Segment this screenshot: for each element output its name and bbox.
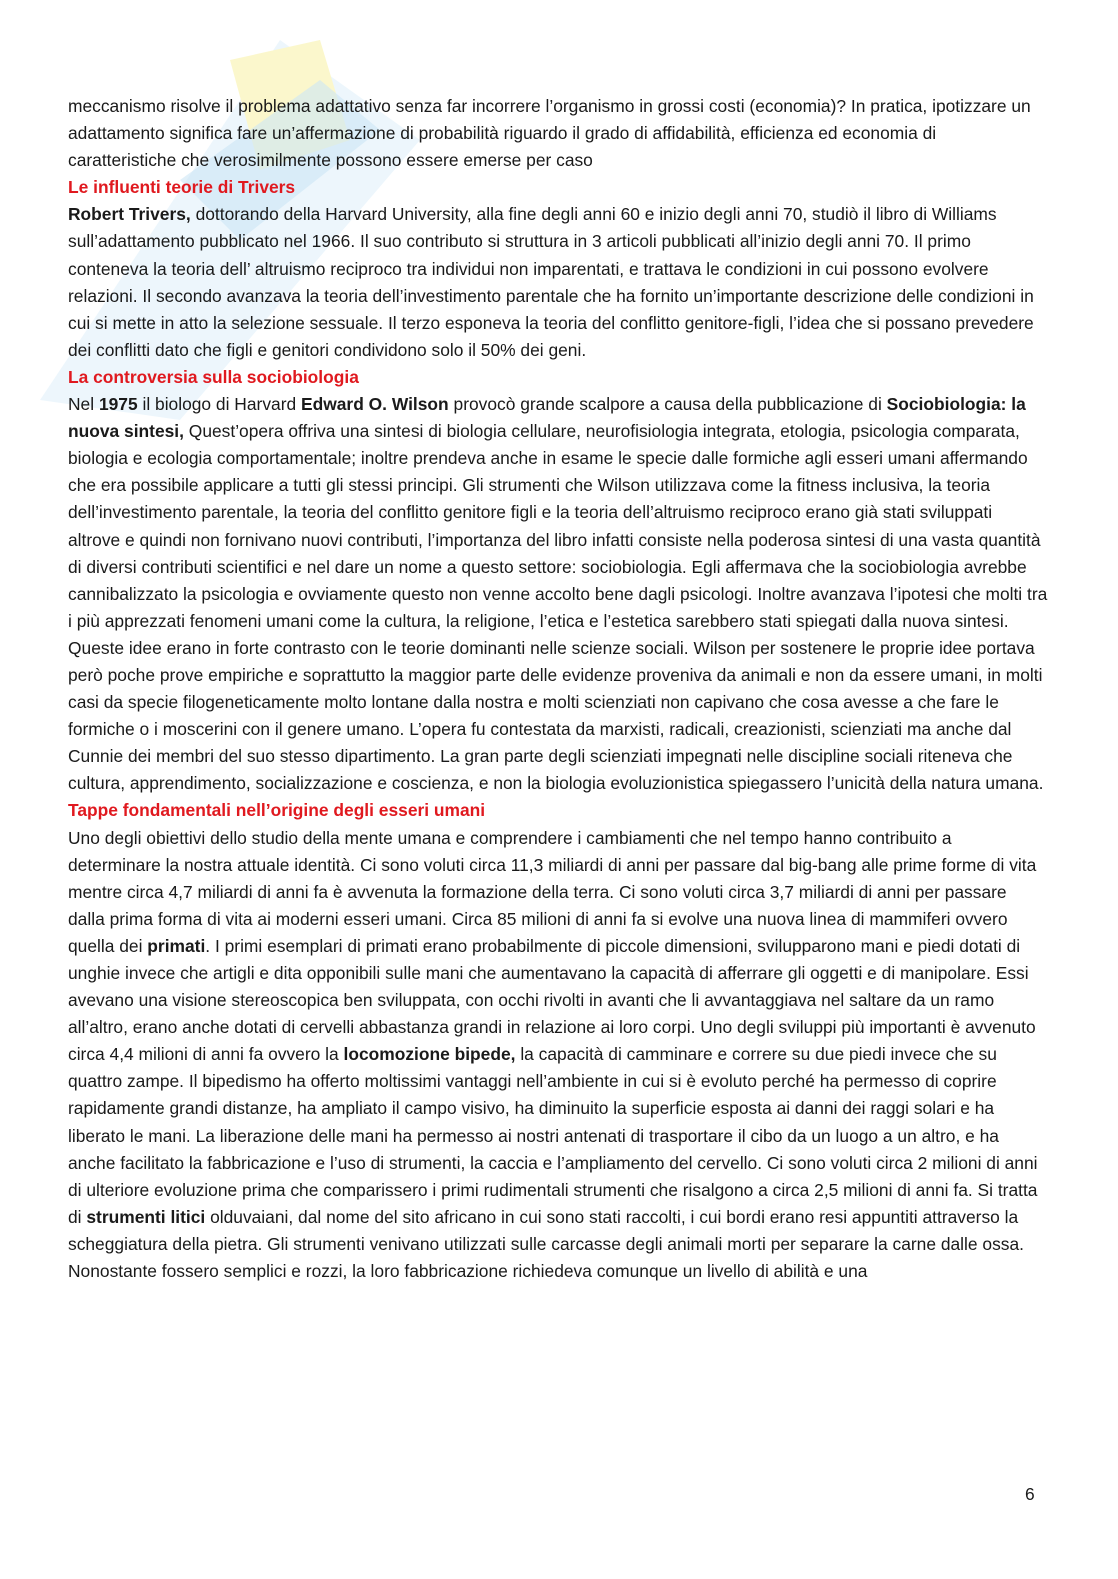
bold-primati: primati [147, 935, 206, 956]
text-span: Nel [68, 394, 99, 415]
page-number: 6 [1025, 1484, 1035, 1504]
text-span: Quest’opera offriva una sintesi di biologia cellulare, neurofisiologia integrata, etologia, psicologia comparata, biologia e ecologia comportamentale; inoltre prendeva anche in esame le specie dalle formiche agli esseri umani affermando che era possibile applicare a tutti gli stessi principi. Gli strumenti che Wilson utilizzava come la fitness inclusiva, la teoria dell’investimento parentale, la teoria del conflitto genitore figli e la teoria dell’altruismo reciproco erano già stati sviluppati altrove e quindi non fornivano nuovi contributi, l’importanza del libro infatti consiste nella poderosa sintesi di una vasta quantità di diversi contributi scientifici e nel dare un nome a questo settore: sociobiologia. Egli affermava che la sociobiologia avrebbe cannibalizzato la psicologia e ovviamente questo non venne accolto bene dagli psicologi. Inoltre avanzava l’ipotesi che molti tra i più apprezzati fenomeni umani come la cultura, la religione, l’etica e l’estetica sarebbero stati spiegati dalla nuova sintesi. Queste idee erano in forte contrasto con le teorie dominanti nelle scienze sociali. Wilson per sostenere le proprie idee portava però poche prove empiriche e soprattutto la maggior parte delle evidenze proveniva da animali e non da essere umani, in molti casi da specie filogeneticamente molto lontane dalla nostra e molti scienziati non capivano che cosa avesse a che fare le formiche o i moscerini con il genere umano. L’opera fu contestata da marxisti, radicali, creazionisti, scienziati ma anche dal Cunnie dei membri del suo stesso dipartimento. La gran parte degli scienziati impegnati nelle discipline sociali riteneva che cultura, apprendimento, socializzazione e coscienza, e non la biologia evoluzionistica spiegassero l’unicità della natura umana. [68, 421, 1048, 794]
bold-locomozione: locomozione bipede, [343, 1044, 516, 1065]
bold-book-title: Sociobiologia: la nuova sintesi, [68, 394, 1026, 442]
bold-strumenti-litici: strumenti litici [86, 1206, 206, 1227]
paragraph-sociobiologia [68, 391, 1048, 797]
paragraph-trivers [68, 201, 1048, 364]
text-span: Uno degli obiettivi dello studio della mente umana e comprendere i cambiamenti che nel tempo hanno contribuito a determinare la nostra attuale identità. Ci sono voluti circa 11,3 miliardi di anni per passare dal big-bang alle prime forme di vita mentre circa 4,7 miliardi di anni fa è avvenuta la formazione della terra. Ci sono voluti circa 3,7 miliardi di anni per passare dalla prima forma di vita ai moderni esseri umani. Circa 85 milioni di anni fa si evolve una nuova linea di mammiferi ovvero quella dei [68, 827, 1037, 956]
text-span: provocò grande scalpore a causa della pubblicazione di [448, 394, 887, 415]
heading-trivers: Le influenti teorie di Trivers [68, 177, 296, 198]
heading-sociobiologia: La controversia sulla sociobiologia [68, 366, 359, 387]
bold-wilson: Edward O. Wilson [301, 394, 449, 415]
document-body [68, 93, 1048, 1285]
paragraph-tappe [68, 825, 1048, 1286]
text-span: il biologo di Harvard [137, 394, 301, 415]
text-span: la capacità di camminare e correre su due piedi invece che su quattro zampe. Il bipedismo ha offerto moltissimi vantaggi nell’ambiente in cui si è evoluto perché ha permesso di coprire rapidamente grandi distanze, ha ampliato il campo visivo, ha diminuito la superficie esposta ai danni dei raggi solari e ha liberato le mani. La liberazione delle mani ha permesso ai nostri antenati di trasportare il cibo da un luogo a un altro, e ha anche facilitato la fabbricazione e l’uso di strumenti, la caccia e l’ampliamento del cervello. Ci sono voluti circa 2 milioni di anni di ulteriore evoluzione prima che comparissero i primi rudimentali strumenti che risalgono a circa 2,5 milioni di anni fa. Si tratta di [68, 1044, 1038, 1227]
heading-tappe: Tappe fondamentali nell’origine degli esseri umani [68, 800, 486, 821]
paragraph-intro: meccanismo risolve il problema adattativo senza far incorrere l’organismo in grossi costi (economia)? In pratica, ipotizzare un adattamento significa fare un’affermazione di probabilità riguardo il grado di affidabilità, efficienza ed economia di caratteristiche che verosimilmente possono essere emerse per caso [68, 96, 1031, 171]
bold-year: 1975 [98, 394, 138, 415]
text-span: . I primi esemplari di primati erano probabilmente di piccole dimensioni, svilupparono mani e piedi dotati di unghie invece che artigli e dita opponibili sulle mani che aumentavano la capacità di afferrare gli oggetti e di manipolare. Essi avevano una visione stereoscopica ben sviluppata, con occhi rivolti in avanti che li avvantaggiava nel saltare da un ramo all’altro, erano anche dotati di cervelli abbastanza grandi in relazione ai loro corpi. Uno degli sviluppi più importanti è avvenuto circa 4,4 milioni di anni fa ovvero la [68, 935, 1036, 1065]
paragraph-trivers-text: dottorando della Harvard University, alla fine degli anni 60 e inizio degli anni 70, studiò il libro di Williams sull’adattamento pubblicato nel 1966. Il suo contributo si struttura in 3 articoli pubblicati all’inizio degli anni 70. Il primo conteneva la teoria dell’ altruismo reciproco tra individui non imparentati, e trattava le condizioni in cui possono evolvere relazioni. Il secondo avanzava la teoria dell’investimento parentale che ha fornito un’importante descrizione delle condizioni in cui si mette in atto la selezione sessuale. Il terzo esponeva la teoria del conflitto genitore-figli, l’idea che si possano prevedere dei conflitti dato che figli e genitori condividono solo il 50% dei geni. [68, 204, 1034, 360]
bold-robert-trivers: Robert Trivers, [68, 204, 191, 225]
text-span: olduvaiani, dal nome del sito africano in cui sono stati raccolti, i cui bordi erano resi appuntiti attraverso la scheggiatura della pietra. Gli strumenti venivano utilizzati sulle carcasse degli animali morti per separare la carne dalle ossa. Nonostante fossero semplici e rozzi, la loro fabbricazione richiedeva comunque un livello di abilità e una [68, 1206, 1024, 1282]
